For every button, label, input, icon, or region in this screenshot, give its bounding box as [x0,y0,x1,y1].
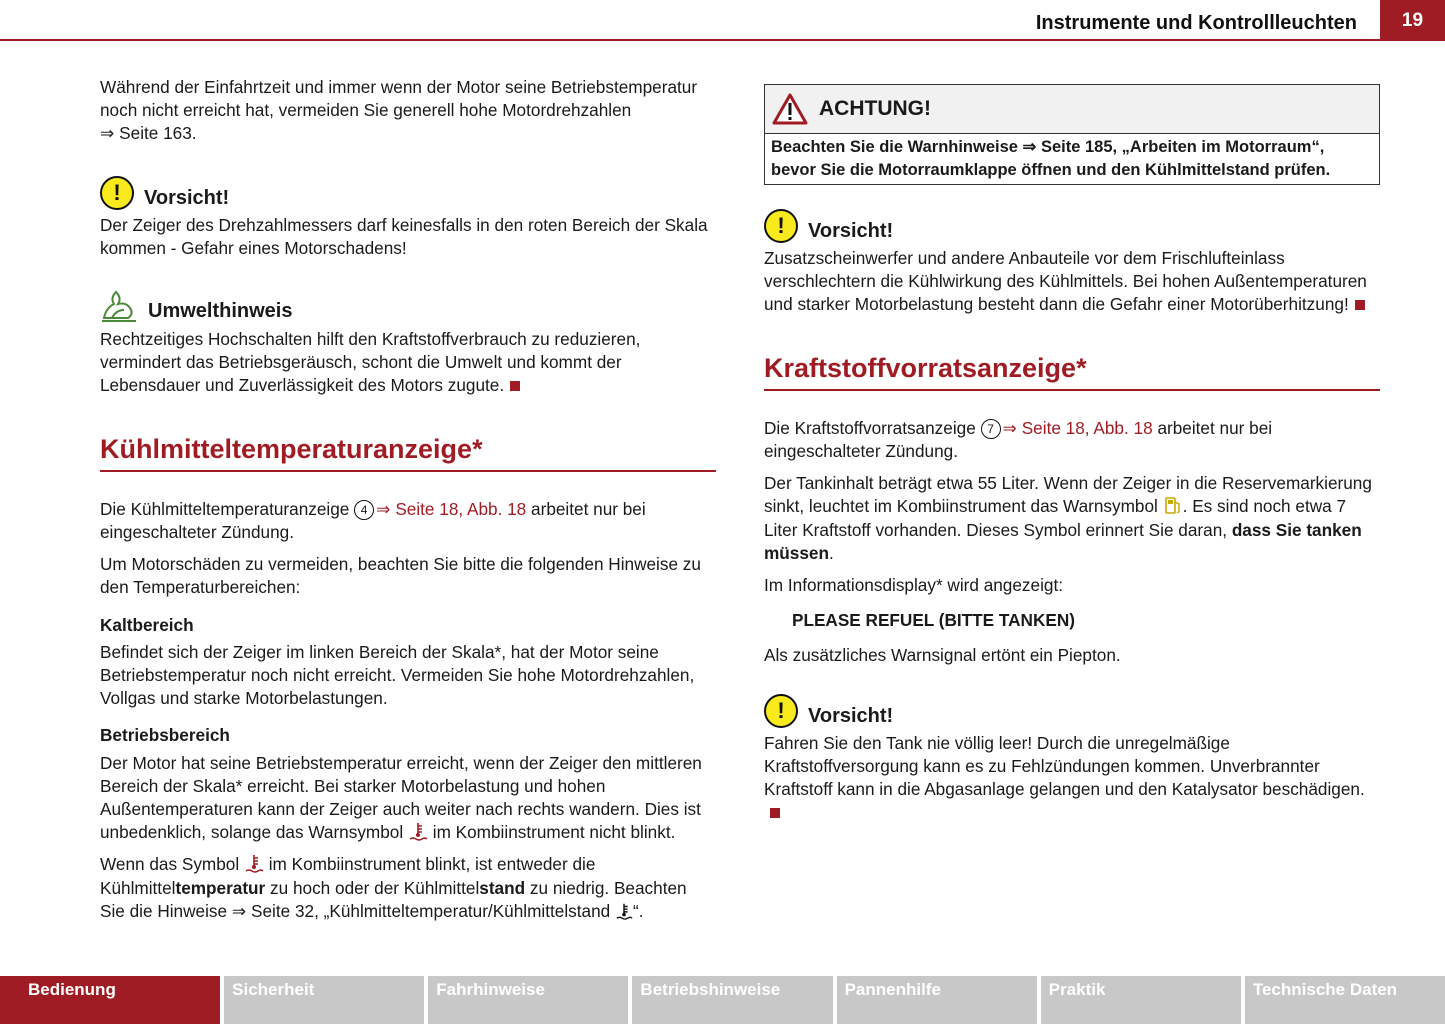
caution-heading: ! Vorsicht! [764,209,1380,243]
page-header [0,0,1445,42]
right-column [764,80,1380,833]
coolant-icon [615,902,633,920]
kaltbereich-text: Befindet sich der Zeiger im linken Bereich der Skala*, hat der Motor seine Betriebstemperatur noch nicht erreicht. Vermeiden Sie hohe Motordrehzahlen, Vollgas und starke Motorbelastungen. [100,641,695,709]
end-mark [770,808,780,818]
fuel-paragraph-2: Der Tankinhalt beträgt etwa 55 Liter. Wenn der Zeiger in die Reservemarkierung sinkt, leuchtet im Kombiinstrument das Warnsymbol . Es sind noch etwa 7 Liter Kraftstoff vorhanden. Dieses Symbol erinnert Sie daran, dass Sie tanken müssen. [764,473,1372,563]
subheading-kaltbereich: Kaltbereich [100,614,194,635]
fuel-paragraph-3: Im Informationsdisplay* wird angezeigt: [764,575,1064,596]
caution-text: Zusatzscheinwerfer und andere Anbauteile vor dem Frischlufteinlass verschlechtern die Kühlwirkung des Kühlmittels. Bei hohen Außentemperaturen und starker Motorbelastung besteht dann die Gefahr einer Motorüberhitzung! [764,248,1367,315]
fuel-paragraph-1: Die Kraftstoffvorratsanzeige 7 ⇒ Seite 18, Abb. 18 arbeitet nur bei eingeschalteter Zündung. [764,417,1273,462]
fuel-paragraph-4: Als zusätzliches Warnsignal ertönt ein Piepton. [764,645,1121,666]
betriebsbereich-text: Der Motor hat seine Betriebstemperatur erreicht, wenn der Zeiger den mittleren Bereich der Skala* erreicht. Bei starker Motorbelastung und hohen Außentemperaturen kann der Zeiger auch weiter nach rechts wandern. Dies ist unbedenklich, solange das Warnsymbol im Kombiinstrument nicht blinkt. [100,752,702,843]
display-message: PLEASE REFUEL (BITTE TANKEN) [792,610,1075,631]
callout-7: 7 [981,419,1001,439]
warning-box-text: Beachten Sie die Warnhinweise ⇒ Seite 185, „Arbeiten im Motorraum“, bevor Sie die Motorraumklappe öffnen und den Kühlmittelstand prüfen. [771,138,1331,179]
caution-icon: ! [764,209,798,243]
warning-box [764,84,1380,185]
caution-text: Der Zeiger des Drehzahlmessers darf keinesfalls in den roten Bereich der Skala kommen - Gefahr eines Motorschadens! [100,214,708,258]
page-number: 19 [1380,0,1445,41]
warning-box-heading: ACHTUNG! [765,85,1379,134]
caution-heading: ! Vorsicht! [764,694,1380,728]
environment-heading: Umwelthinweis [100,288,716,324]
environment-icon [100,288,138,324]
fuel-pump-icon [1163,495,1183,515]
figure-ref-link[interactable]: ⇒ Seite 18, Abb. 18 [1002,417,1153,438]
tab-fahrhinweise[interactable]: Fahrhinweise [428,976,628,1024]
subheading-betriebsbereich: Betriebsbereich [100,725,230,746]
coolant-paragraph-1: Die Kühlmitteltemperaturanzeige 4 ⇒ Seite 18, Abb. 18 arbeitet nur bei eingeschalteter Zündung. [100,498,646,543]
caution-text: Fahren Sie den Tank nie völlig leer! Durch die unregelmäßige Kraftstoffversorgung kann es zu Fehlzündungen kommen. Unverbrannter Kraftstoff kann in die Abgasanlage gelangen und den Katalysator beschädigen. [764,732,1380,825]
tab-sicherheit[interactable]: Sicherheit [224,976,424,1024]
blink-paragraph: Wenn das Symbol im Kombiinstrument blinkt, ist entweder die Kühlmitteltemperatur zu hoch oder der Kühlmittelstand zu niedrig. Beachten Sie die Hinweise ⇒ Seite 32, „Kühlmitteltemperatur/Kühlmittelstand “. [100,854,687,921]
coolant-warning-icon [244,853,264,873]
end-mark [510,381,520,391]
chapter-tabs [0,976,1445,1024]
caution-icon: ! [100,176,134,210]
environment-text: Rechtzeitiges Hochschalten hilft den Kraftstoffverbrauch zu reduzieren, vermindert das Betriebsgeräusch, schont die Umwelt und kommt der Lebensdauer und Zuverlässigkeit des Motors zugute. [100,329,641,396]
caution-icon: ! [764,694,798,728]
header-rule [0,39,1380,41]
tab-betriebshinweise[interactable]: Betriebshinweise [632,976,832,1024]
intro-ref[interactable]: ⇒ Seite 163. [100,123,197,144]
callout-4: 4 [354,500,374,520]
tab-technische-daten[interactable]: Technische Daten [1245,976,1445,1024]
end-mark [1355,300,1365,310]
tab-pannenhilfe[interactable]: Pannenhilfe [837,976,1037,1024]
section-title-coolant: Kühlmitteltemperaturanzeige* [100,438,716,472]
chapter-title: Instrumente und Kontrollleuchten [1035,12,1357,34]
warning-triangle-icon [771,92,809,126]
coolant-warning-icon [408,821,428,841]
tab-bedienung[interactable]: Bedienung [0,976,220,1024]
left-column [100,76,716,932]
tab-praktik[interactable]: Praktik [1041,976,1241,1024]
intro-paragraph: Während der Einfahrtzeit und immer wenn der Motor seine Betriebstemperatur noch nicht erreicht hat, vermeiden Sie generell hohe Motordrehzahlen ⇒ Seite 163. [100,77,698,144]
section-title-fuel: Kraftstoffvorratsanzeige* [764,357,1380,391]
coolant-paragraph-2: Um Motorschäden zu vermeiden, beachten Sie bitte die folgenden Hinweise zu den Temperaturbereichen: [100,554,701,598]
figure-ref-link[interactable]: ⇒ Seite 18, Abb. 18 [376,498,527,519]
caution-heading: ! Vorsicht! [100,176,716,210]
